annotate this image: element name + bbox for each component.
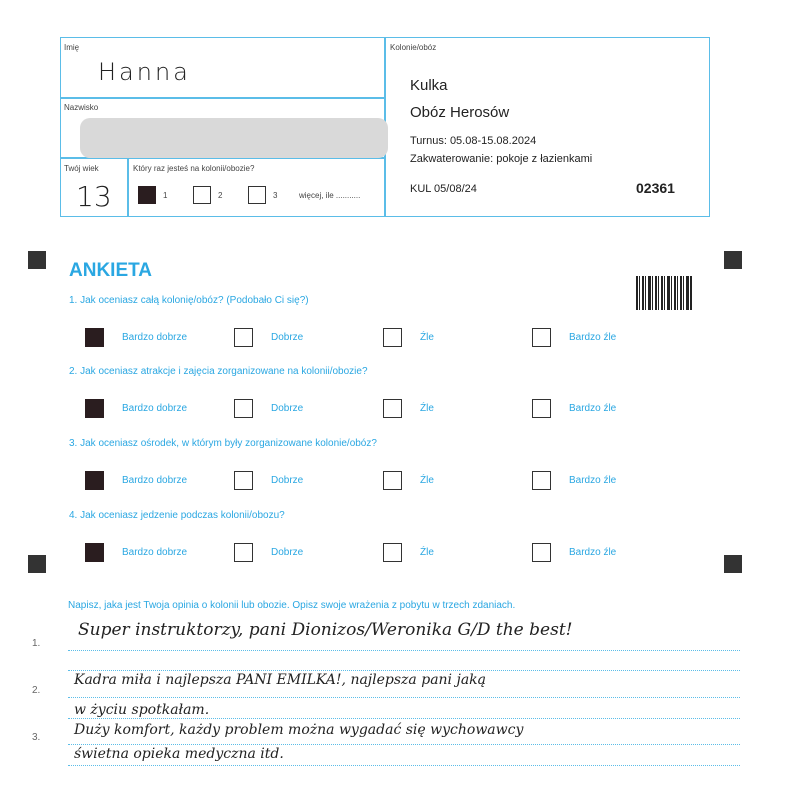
question-2-option-label: Bardzo źle: [569, 403, 617, 414]
question-1-option-label: Dobrze: [271, 332, 304, 343]
opinion-line: [68, 670, 740, 671]
question-4-text: 4. Jak oceniasz jedzenie podczas kolonii/obozu?: [69, 510, 285, 521]
question-3-checkbox-3[interactable]: [383, 471, 402, 490]
ktory-raz-checkbox-3[interactable]: [248, 186, 266, 204]
question-1-checkbox-1[interactable]: [85, 328, 104, 347]
question-2-checkbox-2[interactable]: [234, 399, 253, 418]
question-3-text: 3. Jak oceniasz ośrodek, w którym były zorganizowane kolonie/obóz?: [69, 438, 377, 449]
barcode-icon: [636, 276, 692, 310]
opinion-number-2: 2.: [32, 685, 41, 696]
question-3-checkbox-2[interactable]: [234, 471, 253, 490]
ktory-raz-option-2: 2: [218, 191, 223, 200]
survey-title: ANKIETA: [69, 260, 153, 281]
opinion-line: [68, 744, 740, 745]
question-3-option-label: Dobrze: [271, 475, 304, 486]
wiecej-label: więcej, ile ...........: [299, 191, 361, 200]
opinion-line: [68, 718, 740, 719]
question-1-checkbox-2[interactable]: [234, 328, 253, 347]
question-2-checkbox-3[interactable]: [383, 399, 402, 418]
question-1-option-label: Źle: [420, 332, 434, 343]
opinion-line: [68, 650, 740, 651]
header-divider-h1: [60, 97, 384, 99]
opinion-number-3: 3.: [32, 732, 41, 743]
imie-value[interactable]: Hanna: [98, 58, 191, 86]
form-number: 02361: [636, 180, 675, 196]
ktory-raz-label: Który raz jesteś na kolonii/obozie?: [133, 164, 255, 173]
question-4-checkbox-2[interactable]: [234, 543, 253, 562]
wiek-label: Twój wiek: [64, 164, 99, 173]
question-1-option-label: Bardzo źle: [569, 332, 617, 343]
question-1-option-label: Bardzo dobrze: [122, 332, 188, 343]
question-1-text: 1. Jak oceniasz całą kolonię/obóz? (Podobało Ci się?): [69, 295, 309, 306]
question-2-checkbox-4[interactable]: [532, 399, 551, 418]
opinion-line: [68, 765, 740, 766]
question-3-option-label: Bardzo dobrze: [122, 475, 188, 486]
opinion-number-1: 1.: [32, 638, 41, 649]
question-4-option-label: Bardzo dobrze: [122, 547, 188, 558]
opinion-text-2a[interactable]: Kadra miła i najlepsza PANI EMILKA!, najlepsza pani jaką: [74, 672, 487, 688]
registration-marker-top-left: [28, 251, 46, 269]
kolonie-label: Kolonie/obóz: [390, 43, 437, 52]
question-1-checkbox-3[interactable]: [383, 328, 402, 347]
opinion-prompt: Napisz, jaka jest Twoja opinia o kolonii lub obozie. Opisz swoje wrażenia z pobytu w trzech zdaniach.: [68, 600, 516, 611]
question-3-checkbox-1[interactable]: [85, 471, 104, 490]
imie-label: Imię: [64, 43, 80, 52]
ktory-raz-checkbox-2[interactable]: [193, 186, 211, 204]
nazwisko-label: Nazwisko: [64, 103, 99, 112]
header-divider-v2: [127, 157, 129, 217]
question-3-option-label: Bardzo źle: [569, 475, 617, 486]
registration-marker-bottom-right: [724, 555, 742, 573]
question-2-option-label: Dobrze: [271, 403, 304, 414]
opinion-line: [68, 697, 740, 698]
opinion-text-1[interactable]: Super instruktorzy, pani Dionizos/Weronika G/D the best!: [78, 620, 573, 640]
question-4-option-label: Źle: [420, 547, 434, 558]
question-3-checkbox-4[interactable]: [532, 471, 551, 490]
ktory-raz-option-1: 1: [163, 191, 168, 200]
opinion-text-3b[interactable]: świetna opieka medyczna itd.: [74, 746, 284, 762]
question-4-checkbox-3[interactable]: [383, 543, 402, 562]
nazwisko-redacted: [80, 118, 388, 158]
camp-subtitle: Obóz Herosów: [410, 104, 510, 121]
registration-marker-top-right: [724, 251, 742, 269]
question-4-option-label: Bardzo źle: [569, 547, 617, 558]
ktory-raz-checkbox-1[interactable]: [138, 186, 156, 204]
question-2-checkbox-1[interactable]: [85, 399, 104, 418]
question-4-option-label: Dobrze: [271, 547, 304, 558]
wiek-value[interactable]: 13: [76, 180, 112, 213]
question-3-option-label: Źle: [420, 475, 434, 486]
question-2-text: 2. Jak oceniasz atrakcje i zajęcia zorganizowane na kolonii/obozie?: [69, 366, 368, 377]
question-2-option-label: Bardzo dobrze: [122, 403, 188, 414]
ktory-raz-option-3: 3: [273, 191, 278, 200]
camp-name: Kulka: [410, 77, 448, 94]
registration-marker-bottom-left: [28, 555, 46, 573]
opinion-text-2b[interactable]: w życiu spotkałam.: [74, 702, 210, 718]
zakwaterowanie: Zakwaterowanie: pokoje z łazienkami: [410, 153, 593, 165]
question-2-option-label: Źle: [420, 403, 434, 414]
camp-code: KUL 05/08/24: [410, 183, 477, 195]
opinion-text-3a[interactable]: Duży komfort, każdy problem można wygadać się wychowawcy: [74, 722, 524, 738]
question-4-checkbox-1[interactable]: [85, 543, 104, 562]
question-1-checkbox-4[interactable]: [532, 328, 551, 347]
turnus: Turnus: 05.08-15.08.2024: [410, 135, 537, 147]
question-4-checkbox-4[interactable]: [532, 543, 551, 562]
